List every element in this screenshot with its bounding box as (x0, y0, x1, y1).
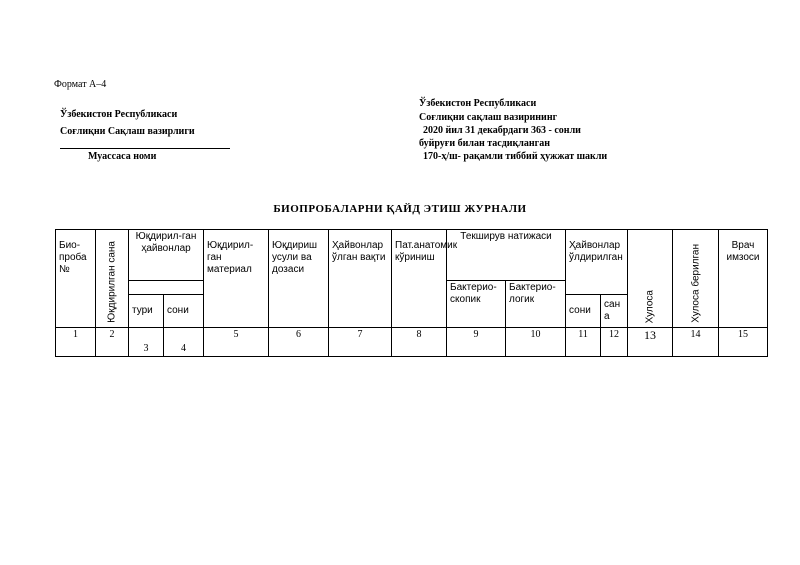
format-label: Формат А–4 (54, 79, 107, 90)
col-header-animals-group: Юқдирил-ган ҳайвонлар (129, 230, 204, 281)
col-number: 6 (269, 328, 329, 357)
col-number: 14 (673, 328, 719, 357)
col-header-bacterioscopic: Бактерио-скопик (447, 281, 506, 328)
right-header-form-number: 170-ҳ/ш- рақамли тиббий ҳужжат шакли (423, 151, 608, 162)
col-number: 12 (601, 328, 628, 357)
col-header-bioprobe: Био-проба № (56, 230, 96, 328)
col-number: 9 (447, 328, 506, 357)
right-header-approved: буйруғи билан тасдиқланган (419, 138, 550, 149)
col-number: 2 (96, 328, 129, 357)
col-header-method: Юқдириш усули ва дозаси (269, 230, 329, 328)
col-header-bacteriologic: Бактерио-логик (506, 281, 566, 328)
col-header-conclusion-given-text: Хулоса берилган (690, 244, 702, 323)
col-header-type: тури (129, 295, 164, 328)
journal-title: БИОПРОБАЛАРНИ ҚАЙД ЭТИШ ЖУРНАЛИ (273, 203, 527, 215)
left-header-country: Ўзбекистон Республикаси (60, 109, 178, 120)
col-number: 4 (164, 328, 204, 357)
right-header-country: Ўзбекистон Республикаси (419, 98, 537, 109)
col-number: 7 (329, 328, 392, 357)
col-header-material: Юқдирил-ган материал (204, 230, 269, 328)
col-number: 3 (129, 328, 164, 357)
col-number: 1 (56, 328, 96, 357)
col-number: 10 (506, 328, 566, 357)
col-header-results-group: Текширув натижаси (447, 230, 566, 281)
right-header-ministry: Соғлиқни сақлаш вазирининг (419, 112, 558, 123)
institution-name-label: Муассаса номи (88, 151, 157, 162)
col-number: 11 (566, 328, 601, 357)
col-header-conclusion (628, 230, 673, 328)
col-number: 15 (719, 328, 768, 357)
col-number: 5 (204, 328, 269, 357)
col-header-date-text: Юқдирилган сана (106, 241, 118, 323)
col-number: 8 (392, 328, 447, 357)
col-header-count: сони (164, 295, 204, 328)
col-header-killed-date: сана (601, 295, 628, 328)
institution-name-line (60, 148, 230, 149)
col-header-killed-group: Ҳайвонлар ўлдирилган (566, 230, 628, 295)
col-number: 13 (628, 328, 673, 357)
col-header-death-time: Ҳайвонлар ўлган вақти (329, 230, 392, 328)
col-header-conclusion-text: Хулоса (644, 289, 656, 323)
col-header-date (96, 230, 129, 328)
col-header-killed-count: сони (566, 295, 601, 328)
col-header-pathology: Пат.анатомик кўриниш (392, 230, 447, 328)
col-header-doctor-signature: Врач имзоси (719, 230, 768, 328)
animals-group-spacer (129, 281, 204, 295)
journal-table (55, 229, 768, 357)
left-header-ministry: Соғлиқни Сақлаш вазирлиги (60, 126, 195, 137)
right-header-order: 2020 йил 31 декабрдаги 363 - сонли (423, 125, 581, 136)
col-header-conclusion-given (673, 230, 719, 328)
